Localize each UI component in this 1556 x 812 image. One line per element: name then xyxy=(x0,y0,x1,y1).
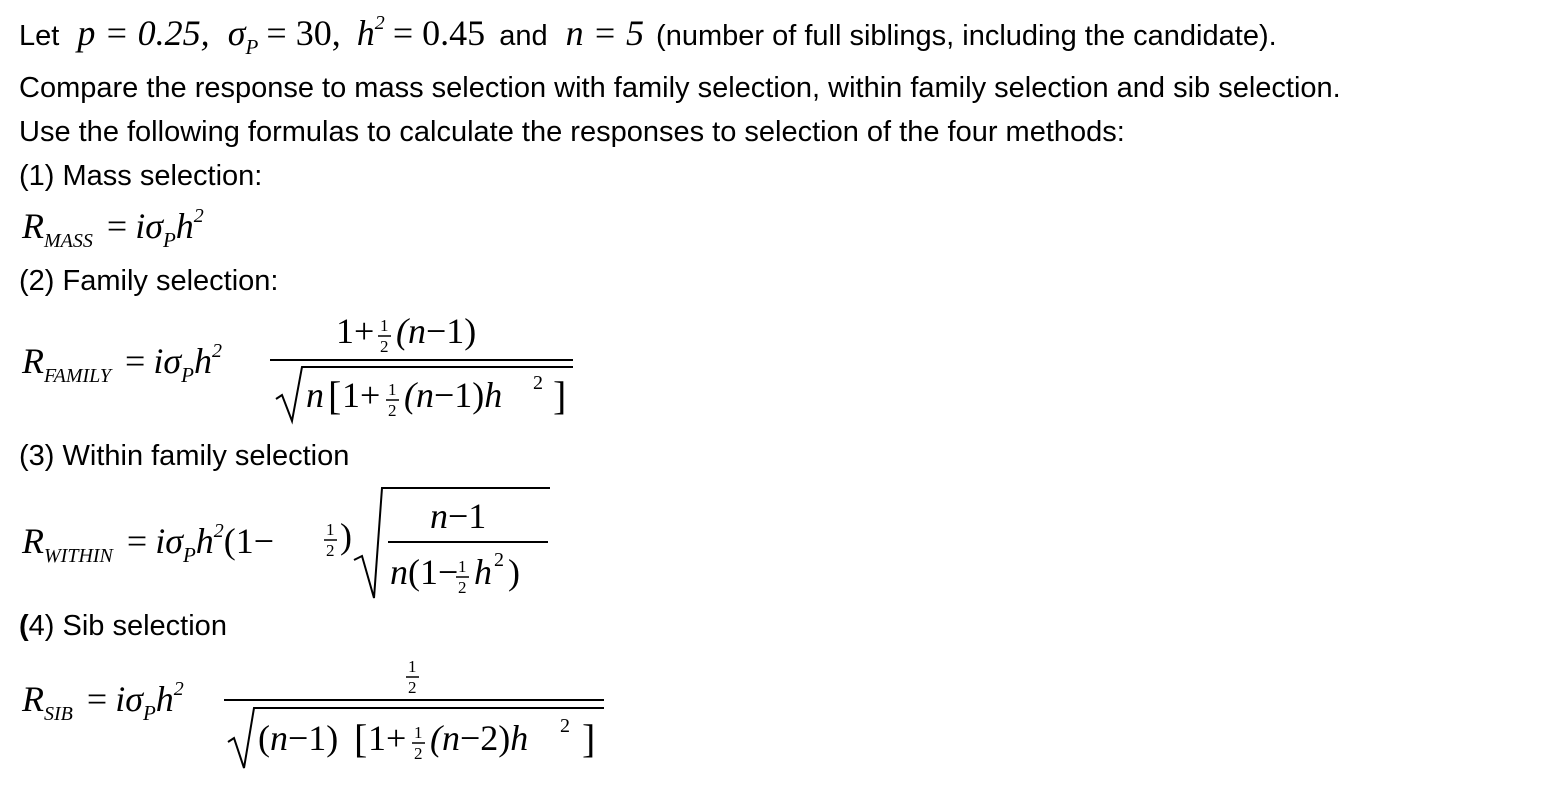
family-fraction xyxy=(268,305,578,430)
h2-value: = 0.45 xyxy=(392,13,486,53)
h2-symbol: $h^2$ xyxy=(356,12,385,53)
svg-text:(n−2)h: (n−2)h xyxy=(430,718,529,758)
svg-text:h: h xyxy=(474,552,492,592)
svg-text:1: 1 xyxy=(380,316,389,335)
within-fraction xyxy=(320,480,560,605)
sib-formula-left: RSIB = $i\sigma_Ph^2$ xyxy=(22,678,184,725)
svg-text:): ) xyxy=(508,552,520,592)
family-heading: (2) Family selection: xyxy=(19,265,279,297)
svg-text:1+: 1+ xyxy=(368,718,407,758)
svg-text:1: 1 xyxy=(414,723,423,742)
within-heading: (3) Within family selection xyxy=(19,440,350,472)
svg-text:): ) xyxy=(340,516,352,556)
svg-text:(n−1): (n−1) xyxy=(258,718,339,758)
svg-text:2: 2 xyxy=(408,678,417,697)
svg-text:1: 1 xyxy=(458,557,467,576)
sib-heading xyxy=(19,610,227,643)
svg-text:2: 2 xyxy=(388,401,397,420)
svg-text:2: 2 xyxy=(494,549,504,571)
svg-text:2: 2 xyxy=(326,541,335,560)
svg-text:[: [ xyxy=(354,716,368,761)
instruction-formulas: Use the following formulas to calculate the responses to selection of the four methods: xyxy=(19,116,1125,148)
let-word: Let xyxy=(19,20,60,52)
sib-heading-text: 4) Sib selection xyxy=(28,610,227,642)
family-formula-left: RFAMILY = $i\sigma_Ph^2$ xyxy=(22,340,222,387)
svg-text:n(1−: n(1− xyxy=(390,552,459,592)
and-word: and xyxy=(499,20,548,52)
mass-subscript: MASS xyxy=(44,230,93,252)
within-formula-left: RWITHIN = $i\sigma_Ph^2(1-$ xyxy=(22,520,275,567)
svg-text:2: 2 xyxy=(458,578,467,597)
svg-text:1: 1 xyxy=(408,657,417,676)
within-subscript: WITHIN xyxy=(44,545,113,567)
svg-text:2: 2 xyxy=(533,372,543,394)
sib-heading-paren: ( xyxy=(19,610,29,642)
svg-text:(n−1): (n−1) xyxy=(396,311,477,351)
p-value: p = 0.25, xyxy=(77,13,210,53)
intro-note: (number of full siblings, including the candidate). xyxy=(656,20,1277,52)
family-subscript: FAMILY xyxy=(44,365,112,387)
sib-fraction xyxy=(222,650,612,780)
svg-text:]: ] xyxy=(553,373,567,418)
svg-text:1: 1 xyxy=(388,380,397,399)
instruction-compare: Compare the response to mass selection with family selection, within family selection and sib selection. xyxy=(19,72,1341,104)
svg-text:1+: 1+ xyxy=(342,375,381,415)
svg-text:(n−1)h: (n−1)h xyxy=(404,375,503,415)
mass-R: R xyxy=(22,206,44,246)
n-value: n = 5 xyxy=(565,13,644,53)
svg-text:1: 1 xyxy=(326,520,335,539)
svg-text:2: 2 xyxy=(560,715,570,737)
svg-text:[: [ xyxy=(328,373,342,418)
sib-subscript: SIB xyxy=(44,703,73,725)
mass-heading: (1) Mass selection: xyxy=(19,160,263,192)
svg-text:1+: 1+ xyxy=(336,311,375,351)
svg-text:n: n xyxy=(306,375,324,415)
sigma-value: = 30, xyxy=(266,13,341,53)
svg-text:]: ] xyxy=(582,716,596,761)
svg-text:2: 2 xyxy=(414,744,423,763)
svg-text:n−1: n−1 xyxy=(430,496,487,536)
mass-formula: RMASS = $i\sigma_Ph^2$ xyxy=(22,205,204,252)
sigma-symbol: $\sigma_P$ xyxy=(227,13,259,59)
svg-text:2: 2 xyxy=(380,337,389,356)
intro-line xyxy=(19,12,1277,59)
